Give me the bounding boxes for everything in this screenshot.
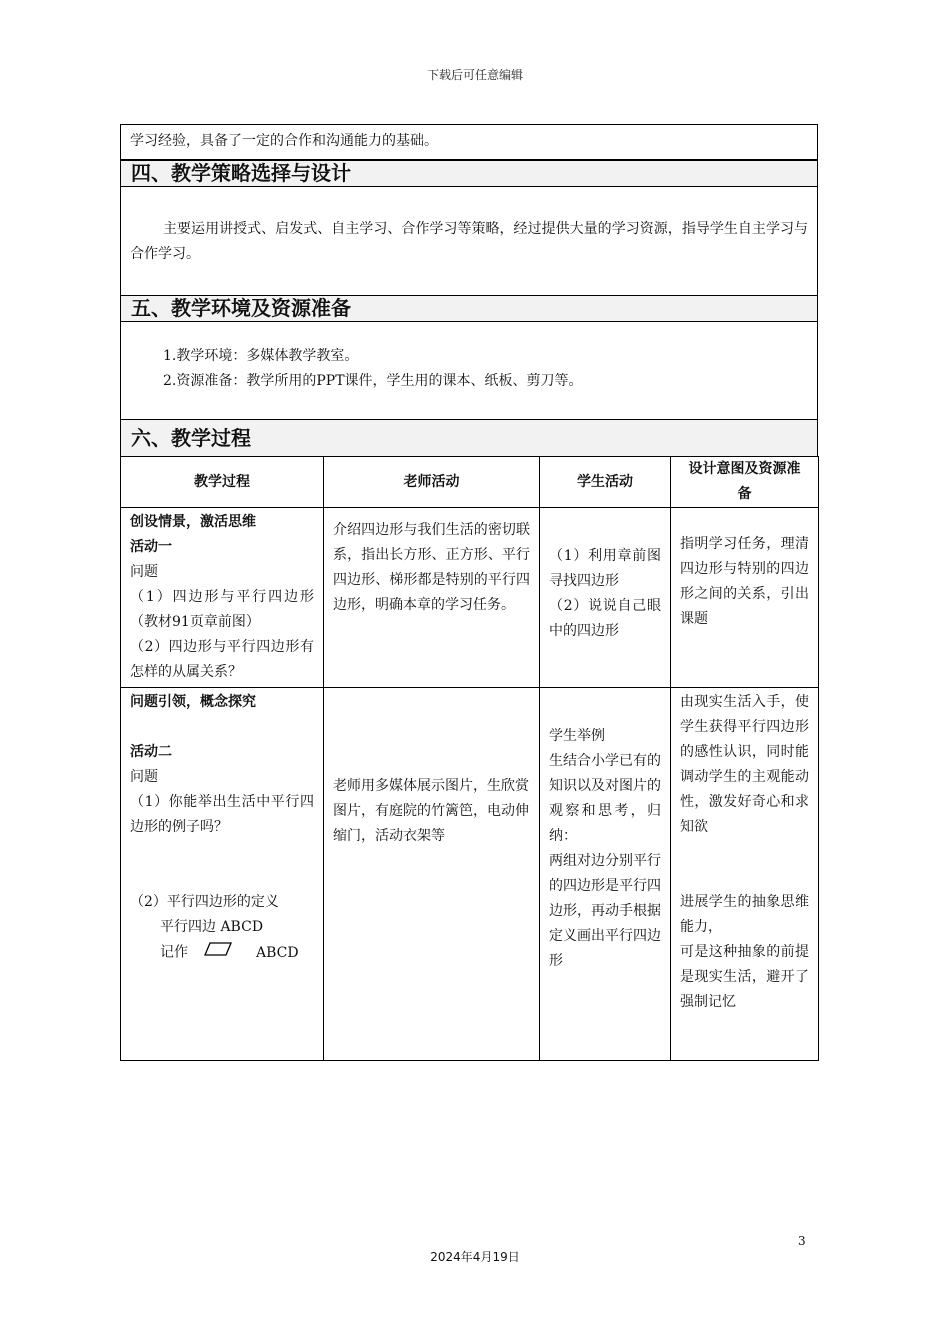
section5-item: 2.资源准备：教学所用的PPT课件，学生用的课本、纸板、剪刀等。 — [163, 373, 583, 389]
page-header: 下载后可任意编辑 — [426, 68, 523, 82]
row1-question-2: （2）四边形与平行四边形有怎样的从属关系？ — [130, 639, 314, 680]
row2-activity: 活动二 — [130, 744, 172, 760]
row1-student-1: （1）利用章前图寻找四边形 — [549, 548, 661, 589]
row1-student-cell — [540, 508, 671, 688]
continuation-text: 学习经验，具备了一定的合作和沟通能力的基础。 — [130, 133, 438, 149]
row2-definition-notation — [130, 940, 314, 966]
row2-teacher-text: 老师用多媒体展示图片，生欣赏图片，有庭院的竹篱笆，电动伸缩门，活动衣架等 — [333, 778, 529, 844]
row2-student-text-b: 两组对边分别平行的四边形是平行四边形，再动手根据定义画出平行四边形 — [549, 853, 661, 969]
section5-item: 1.教学环境：多媒体教学教室。 — [163, 348, 359, 364]
row2-process-cell — [121, 688, 324, 1061]
column-header: 老师活动 — [324, 457, 540, 508]
section5-body — [120, 321, 818, 420]
row2-question-label: 问题 — [130, 769, 158, 785]
row2-definition-1: 平行四边 ABCD — [160, 919, 264, 935]
row2-notation-name: ABCD — [256, 944, 299, 961]
section4-body: 主要运用讲授式、启发式、自主学习、合作学习等策略，经过提供大量的学习资源，指导学生自主学习与合作学习。 — [120, 186, 818, 296]
table-row — [121, 688, 819, 1061]
row2-intent-a: 由现实生活入手，使学生获得平行四边形的感性认识，同时能调动学生的主观能动性，激发好奇心和求知欲 — [680, 694, 809, 835]
column-header: 教学过程 — [121, 457, 324, 508]
row1-teacher-text: 介绍四边形与我们生活的密切联系，指出长方形、正方形、平行四边形、梯形都是特别的平行四边形，明确本章的学习任务。 — [333, 522, 530, 613]
section4-heading: 四、教学策略选择与设计 — [120, 160, 818, 187]
row2-question-1: （1）你能举出生活中平行四边形的例子吗？ — [130, 794, 314, 835]
row1-question-label: 问题 — [130, 564, 158, 580]
row2-intent-c: 可是这种抽象的前提是现实生活，避开了强制记忆 — [680, 944, 809, 1010]
row2-student-text-a: 生结合小学已有的知识以及对图片的观察和思考，归纳： — [549, 753, 661, 844]
column-header: 设计意图及资源准备 — [671, 457, 819, 508]
row1-question-1: （1）四边形与平行四边形（教材91页章前图） — [130, 589, 314, 630]
column-header: 学生活动 — [540, 457, 671, 508]
footer-date: 2024年4月19日 — [430, 1250, 520, 1264]
row2-process-title: 问题引领，概念探究 — [130, 694, 256, 710]
row1-process-cell — [121, 508, 324, 688]
parallelogram-icon — [204, 940, 232, 965]
row1-process-title: 创设情景，激活思维 — [130, 514, 256, 530]
row1-intent-cell — [671, 508, 819, 688]
row2-student-cell — [540, 688, 671, 1061]
row2-intent-cell — [671, 688, 819, 1061]
row1-activity: 活动一 — [130, 539, 172, 555]
row2-student-intro: 学生举例 — [549, 728, 605, 744]
teaching-process-table — [120, 456, 819, 1061]
section5-heading: 五、教学环境及资源准备 — [120, 295, 818, 322]
section6-heading: 六、教学过程 — [120, 419, 818, 457]
table-row — [121, 508, 819, 688]
row2-teacher-cell — [324, 688, 540, 1061]
row2-question-2: （2）平行四边形的定义 — [130, 894, 279, 910]
continuation-row — [120, 124, 818, 160]
row1-intent-text: 指明学习任务，理清四边形与特别的四边形之间的关系，引出课题 — [680, 536, 809, 627]
row2-notation-label: 记作 — [160, 944, 188, 961]
table-header-row — [121, 457, 819, 508]
page-number: 3 — [798, 1234, 806, 1248]
row1-student-2: （2）说说自己眼中的四边形 — [549, 598, 661, 639]
row1-teacher-cell — [324, 508, 540, 688]
row2-intent-b: 进展学生的抽象思维能力， — [680, 894, 809, 935]
